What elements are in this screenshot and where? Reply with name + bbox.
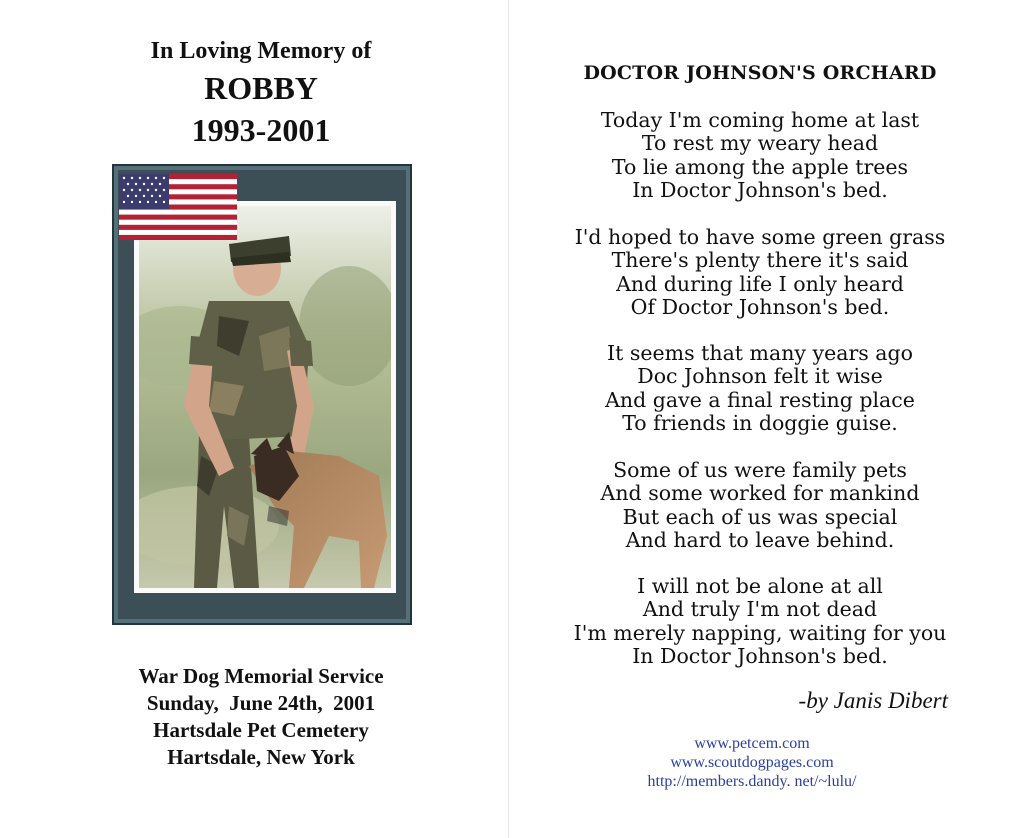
poem-line: Some of us were family pets xyxy=(613,458,907,482)
poem-stanza-2 xyxy=(510,226,1009,319)
service-location: Hartsdale, New York xyxy=(167,745,355,769)
poem-line: Today I'm coming home at last xyxy=(600,108,920,132)
poem-line: And during life I only heard xyxy=(616,271,904,296)
poem-line: To friends in doggie guise. xyxy=(622,410,898,435)
service-date: Sunday, June 24th, 2001 xyxy=(146,691,376,715)
website-links xyxy=(552,734,952,791)
link-members-dandy[interactable]: http://members.dandy. net/~lulu/ xyxy=(647,773,857,790)
poem-line: And some worked for mankind xyxy=(600,481,920,506)
poem-stanza-3 xyxy=(510,342,1009,435)
service-venue: Hartsdale Pet Cemetery xyxy=(153,718,369,742)
poem-line: I will not be alone at all xyxy=(637,574,883,598)
poem-line: To lie among the apple trees xyxy=(611,154,909,179)
poem-line: I'd hoped to have some green grass xyxy=(574,225,946,249)
poem-author: -by Janis Dibert xyxy=(798,688,948,713)
link-scoutdogpages[interactable]: www.scoutdogpages.com xyxy=(670,754,834,771)
poem-line: In Doctor Johnson's bed. xyxy=(632,177,888,202)
poem-line: It seems that many years ago xyxy=(607,341,913,365)
poem-title: DOCTOR JOHNSON'S ORCHARD xyxy=(583,62,937,84)
service-details xyxy=(0,663,522,771)
poem-line: Doc Johnson felt it wise xyxy=(637,364,883,389)
poem-line: Of Doctor Johnson's bed. xyxy=(630,294,890,319)
poem-line: I'm merely napping, waiting for you xyxy=(573,620,947,645)
poem-line: To rest my weary head xyxy=(641,131,879,156)
service-event: War Dog Memorial Service xyxy=(138,664,384,688)
memory-heading: In Loving Memory of xyxy=(150,38,372,64)
pet-years: 1993-2001 xyxy=(191,112,331,148)
pet-name: ROBBY xyxy=(204,70,318,106)
photo-mat xyxy=(134,201,396,593)
poem-line: And truly I'm not dead xyxy=(642,597,878,622)
photo-frame xyxy=(112,164,412,625)
poem-line: There's plenty there it's said xyxy=(611,248,909,273)
poem-stanza-4 xyxy=(510,459,1009,552)
memorial-photo xyxy=(139,206,391,588)
american-flag-icon xyxy=(119,174,237,240)
poem-line: And gave a final resting place xyxy=(605,387,915,412)
poem-stanza-5 xyxy=(510,575,1009,668)
link-petcem[interactable]: www.petcem.com xyxy=(694,735,810,752)
poem-line: In Doctor Johnson's bed. xyxy=(632,643,888,668)
poem-line: But each of us was special xyxy=(622,504,898,529)
poem-stanza-1 xyxy=(510,109,1009,202)
poem-line: And hard to leave behind. xyxy=(625,527,895,552)
